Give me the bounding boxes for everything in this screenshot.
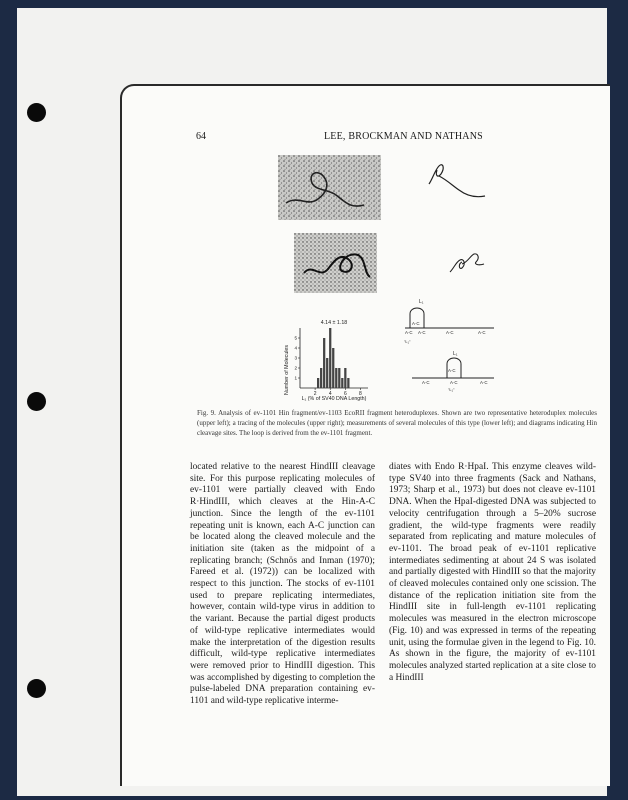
y-tick-label: 1 [294, 375, 297, 381]
body-text-right-column: diates with Endo R·HpaI. This enzyme cleaves wild-type SV40 into three fragments (Sack and Nathans, 1973; Sharp et al., 1973) but does not cleave ev-1101 DNA. When the HpaI-digested DNA was subjected to velocity centrifugation through a 5–20% sucrose gradient, the wild-type fragments were readily separated from replicating and mature molecules of ev-1101. The broad peak of ev-1101 replicative intermediates sedimenting at about 24 S was isolated and partially digested with HindIII so that the majority of cleaved molecules contained only one scission. The distance of the replication initiation site from the HindIII site in full-length ev-1101 replicating molecules was measured in the electron microscope (Fig. 10) and was expressed in terms of the repeating unit, using the formulae given in the legend to Fig. 10. As shown in the figure, the majority of ev-1101 molecules analyzed started replication at a site close to a HindIII [389, 462, 596, 683]
histogram-bar [344, 368, 346, 388]
label-l1-upper: L₁ [419, 299, 424, 305]
histogram-bar [323, 338, 325, 388]
label-l1-lower: L₁ [453, 351, 458, 357]
histogram-bar [320, 368, 322, 388]
punch-hole-middle [27, 392, 46, 411]
histogram-bar [329, 328, 331, 388]
body-text-left-column: located relative to the nearest HindIII cleavage site. For this purpose replicating molecules of ev-1101 were partially cleaved with Endo R·HindIII, which cleaves at the Hin-A-C junction. Since the length of the ev-1101 repeating unit is known, each A-C junction can be located along the cleaved molecule and the initiation site (taken as the midpoint of a replicating branch; (Schnös and Inman (1970); Fareed et al. (1972)) can be localized with respect to this junction. The stocks of ev-1101 used to prepare replicating intermediates, however, contain wild-type virus in addition to the variant. Because the partial digest products of wild-type replicative intermediates would make the interpretation of the digestion results difficult, wild-type replicative intermediates were removed prior to HindIII digestion. This was accomplished by digesting to completion the pulse-labeled DNA preparation containing ev-1101 and wild-type replicative interme- [190, 462, 375, 707]
histogram-bar [347, 378, 349, 388]
label-ac-b-upper: A·C [418, 330, 426, 335]
micrograph-lower-image [294, 233, 377, 293]
punch-hole-top [27, 103, 46, 122]
chart-title: 4.14 ± 1.18 [320, 320, 348, 326]
y-tick-label: 4 [294, 345, 297, 351]
label-ac-c-upper: A·C [446, 330, 454, 335]
tracing-upper [425, 160, 490, 205]
chart-ylabel: Number of Molecules [284, 344, 290, 396]
figure-caption: Fig. 9. Analysis of ev-1101 Hin fragment/ev-1103 EcoRII fragment heteroduplexes. Shown are two representative heteroduplex molecules (upper left); a tracing of the molecules (upper right); measurements of several molecules of this type (lower left); and diagrams indicating Hin cleavage sites. The loop is derived from the ev-1101 fragment. [197, 409, 597, 437]
y-tick-label: 3 [294, 355, 297, 361]
micrograph-upper-image [278, 155, 381, 220]
label-ac-loop-upper: A·C [412, 321, 420, 326]
diagram-upper [404, 299, 494, 344]
running-head: LEE, BROCKMAN AND NATHANS [324, 131, 483, 142]
x-tick-label: 4 [328, 391, 332, 397]
diagram-lower [412, 351, 494, 392]
micrograph-upper [278, 155, 381, 220]
x-tick-label: 2 [313, 391, 317, 397]
label-ac-loop-lower: A·C [448, 368, 456, 373]
histogram-chart [278, 312, 370, 402]
y-tick-label: 2 [294, 365, 297, 371]
label-ac-a-lower: A·C [422, 380, 430, 385]
histogram-bar [335, 368, 337, 388]
x-tick-label: 6 [343, 391, 347, 397]
histogram-bar [332, 348, 334, 388]
label-ac-b-lower: A·C [450, 380, 458, 385]
page-number: 64 [196, 131, 206, 142]
label-ac-d-upper: A·C [478, 330, 486, 335]
micrograph-lower [294, 233, 377, 293]
cleavage-diagram [398, 294, 498, 392]
histogram-bar [341, 378, 343, 388]
label-ac-c-lower: A·C [480, 380, 488, 385]
tracing-lower [446, 250, 491, 280]
histogram-bar [317, 378, 319, 388]
chart-xlabel: L₁ (% of SV40 DNA Length) [301, 396, 367, 402]
label-quote-l1-lower: "L₁" [448, 387, 455, 392]
label-quote-l1-upper: "L₁" [404, 339, 411, 344]
punch-hole-bottom [27, 679, 46, 698]
x-tick-label: 8 [359, 391, 362, 397]
histogram-bar [326, 358, 328, 388]
label-ac-left-upper: A·C [405, 330, 413, 335]
y-tick-label: 5 [294, 335, 297, 341]
histogram-bar [338, 368, 340, 388]
